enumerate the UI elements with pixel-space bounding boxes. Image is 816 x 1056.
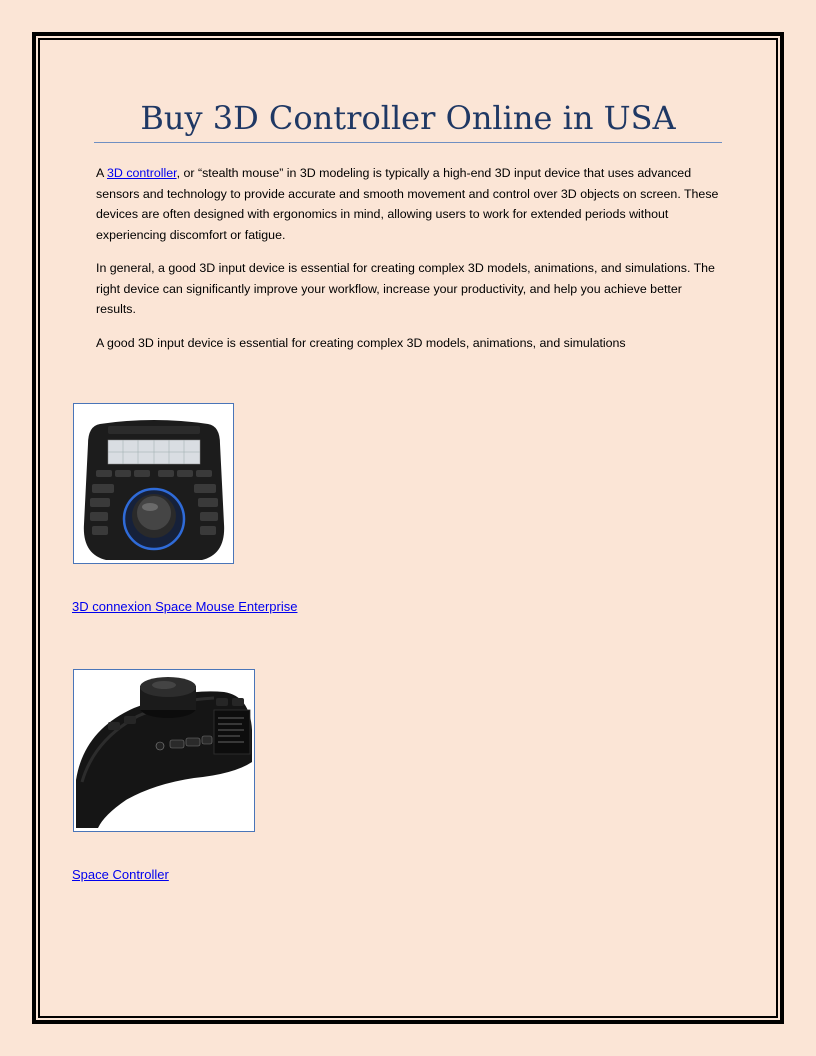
intro-suffix: , or “stealth mouse” in 3D modeling is typically a high-end 3D input device that uses advanced sensors and technology to provide accurate and smooth movement and control over 3D objects on screen. These devices are often designed with ergonomics in mind, allowing users to work for extended periods without experiencing discomfort or fatigue. [96, 166, 719, 242]
3d-controller-link[interactable]: 3D controller [107, 166, 177, 180]
intro-paragraph [96, 163, 724, 245]
summary-paragraph: A good 3D input device is essential for creating complex 3D models, animations, and simulations [96, 336, 626, 350]
page-title: Buy 3D Controller Online in USA [140, 99, 676, 137]
space-controller-link[interactable]: Space Controller [72, 867, 169, 882]
space-controller-photo [74, 670, 254, 831]
space-mouse-enterprise-image[interactable] [73, 403, 234, 564]
general-paragraph: In general, a good 3D input device is essential for creating complex 3D models, animations, and simulations. The right device can significantly improve your workflow, increase your productivity, and help you achieve better results. [96, 261, 715, 316]
space-controller-image[interactable] [73, 669, 255, 832]
space-mouse-enterprise-link[interactable]: 3D connexion Space Mouse Enterprise [72, 599, 298, 614]
intro-prefix: A [96, 166, 108, 180]
space-mouse-enterprise-photo [74, 404, 233, 563]
title-underline [94, 142, 722, 143]
